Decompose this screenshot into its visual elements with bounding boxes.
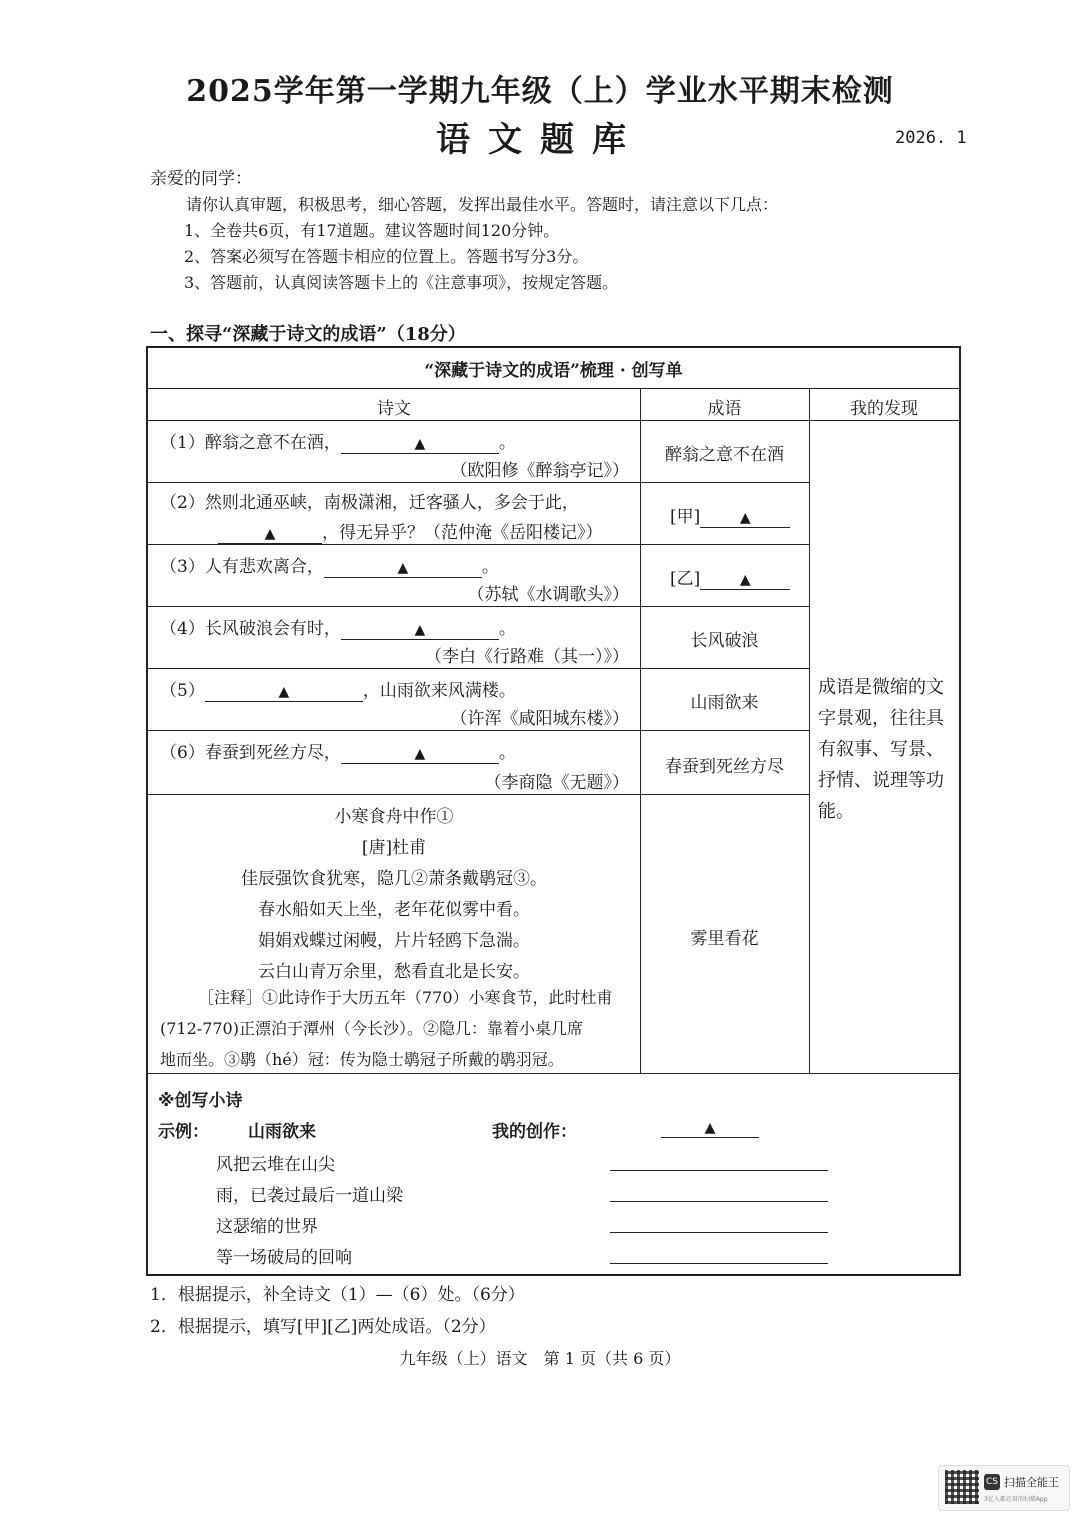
my-creation-label: 我的创作： bbox=[492, 1122, 577, 1142]
poem-line: 云白山青万余里，愁看直北是长安。 bbox=[258, 962, 530, 982]
intro-line: 1、全卷共6页，有17道题。建议答题时间120分钟。 bbox=[184, 221, 560, 240]
example-title: 山雨欲来 bbox=[248, 1122, 316, 1142]
worksheet-table bbox=[146, 346, 961, 1276]
header-poem: 诗文 bbox=[377, 399, 411, 419]
creative-heading: ※创写小诗 bbox=[158, 1091, 243, 1111]
idiom-cell: 长风破浪 bbox=[690, 631, 759, 651]
poem-row-1: （1）醉翁之意不在酒， ▲ 。 bbox=[160, 433, 516, 453]
idiom-cell: 春蚕到死丝方尽 bbox=[665, 757, 784, 777]
answer-blank[interactable]: ▲ bbox=[324, 557, 482, 578]
answer-blank[interactable]: ▲ bbox=[661, 1117, 759, 1138]
section-title: 一、探寻“深藏于诗文的成语”（18分） bbox=[150, 324, 466, 345]
answer-blank[interactable]: ▲ bbox=[218, 523, 322, 544]
discovery-text: 成语是微缩的文字景观，往往具有叙事、写景、抒情、说理等功能。 bbox=[818, 677, 944, 822]
intro-line: 请你认真审题，积极思考，细心答题，发挥出最佳水平。答题时，请注意以下几点： bbox=[186, 195, 779, 214]
answer-blank[interactable]: ▲ bbox=[700, 507, 790, 528]
poem-line: 春水船如天上坐，老年花似雾中看。 bbox=[258, 900, 530, 920]
answer-blank[interactable]: ▲ bbox=[205, 681, 363, 702]
intro-line: 2、答案必须写在答题卡相应的位置上。答题书写分3分。 bbox=[184, 247, 589, 266]
scanner-watermark bbox=[938, 1465, 1070, 1511]
answer-blank[interactable]: ▲ bbox=[341, 433, 499, 454]
poem-row-2-cont: ▲ ，得无异乎？（范仲淹《岳阳楼记》） bbox=[218, 518, 603, 544]
exam-date: 2026. 1 bbox=[895, 128, 967, 148]
idiom-cell: 醉翁之意不在酒 bbox=[665, 445, 784, 465]
poem-line: 娟娟戏蝶过闲幔，片片轻鸥下急湍。 bbox=[258, 931, 530, 951]
watermark-title: 扫描全能王 bbox=[1004, 1476, 1059, 1489]
exam-title: 2025学年第一学期九年级（上）学业水平期末检测 bbox=[186, 74, 894, 109]
question-1: 1．根据提示，补全诗文（1）—（6）处。（6分） bbox=[150, 1285, 525, 1305]
poem-source: （李白《行路难（其一）》） bbox=[425, 647, 629, 667]
answer-blank[interactable]: ▲ bbox=[341, 619, 499, 640]
poem-row-3: （3）人有悲欢离合， ▲ 。 bbox=[160, 557, 499, 577]
watermark-subtitle: 3亿人都在用的扫描App bbox=[984, 1496, 1048, 1503]
idiom-cell: 山雨欲来 bbox=[690, 693, 759, 713]
example-line: 等一场破局的回响 bbox=[216, 1248, 352, 1268]
answer-blank[interactable]: ▲ bbox=[700, 569, 790, 590]
idiom-cell: 雾里看花 bbox=[690, 929, 759, 949]
example-line: 风把云堆在山尖 bbox=[216, 1155, 335, 1175]
intro-line: 3、答题前，认真阅读答题卡上的《注意事项》，按规定答题。 bbox=[184, 273, 619, 292]
exam-subtitle: 语文题库 bbox=[436, 120, 644, 160]
writing-line[interactable] bbox=[610, 1263, 828, 1264]
poem-source: （李商隐《无题》） bbox=[484, 773, 629, 793]
poem-row-4: （4）长风破浪会有时， ▲ 。 bbox=[160, 619, 516, 639]
poem-source: （苏轼《水调歌头》） bbox=[467, 585, 629, 605]
poem-source: （许浑《咸阳城东楼》） bbox=[450, 709, 629, 729]
idiom-cell-yi: [乙] ▲ bbox=[670, 564, 790, 590]
poem-source: （欧阳修《醉翁亭记》） bbox=[450, 461, 629, 481]
poem-row-6: （6）春蚕到死丝方尽， ▲ 。 bbox=[160, 743, 516, 763]
cs-logo-icon: CS bbox=[984, 1474, 1000, 1490]
example-line: 这瑟缩的世界 bbox=[216, 1217, 318, 1237]
greeting: 亲爱的同学： bbox=[150, 169, 252, 189]
writing-line[interactable] bbox=[610, 1201, 828, 1202]
poem-row-5: （5） ▲ ，山雨欲来风满楼。 bbox=[160, 681, 516, 701]
poem-title: 小寒食舟中作① bbox=[334, 807, 454, 827]
qr-code-icon bbox=[945, 1470, 979, 1504]
poem-line: 佳辰强饮食犹寒，隐几②萧条戴鹖冠③。 bbox=[241, 869, 547, 889]
example-line: 雨，已袭过最后一道山梁 bbox=[216, 1186, 403, 1206]
poem-author: [唐]杜甫 bbox=[361, 838, 427, 858]
header-idiom: 成语 bbox=[707, 399, 742, 419]
writing-line[interactable] bbox=[610, 1232, 828, 1233]
question-2: 2．根据提示，填写[甲][乙]两处成语。（2分） bbox=[150, 1317, 496, 1337]
poem-row-2: （2）然则北通巫峡，南极潇湘，迁客骚人，多会于此， bbox=[160, 493, 579, 513]
page-footer: 九年级（上）语文 第 1 页（共 6 页） bbox=[399, 1349, 681, 1368]
writing-line[interactable] bbox=[610, 1170, 828, 1171]
poem-note: ［注释］①此诗作于大历五年（770）小寒食节，此时杜甫 (712-770)正漂泊于潭州（今长沙）。②隐几：靠着小桌几席 地而坐。③鹖（hé）冠：传为隐士鹖冠子所戴的鹖羽冠。 bbox=[160, 988, 613, 1069]
answer-blank[interactable]: ▲ bbox=[341, 743, 499, 764]
header-discovery: 我的发现 bbox=[850, 399, 918, 419]
creation-title-blank bbox=[661, 1117, 759, 1138]
example-label: 示例： bbox=[158, 1122, 209, 1142]
table-caption: “深藏于诗文的成语”梳理 · 创写单 bbox=[424, 361, 683, 381]
idiom-cell-jia: [甲] ▲ bbox=[670, 502, 790, 528]
